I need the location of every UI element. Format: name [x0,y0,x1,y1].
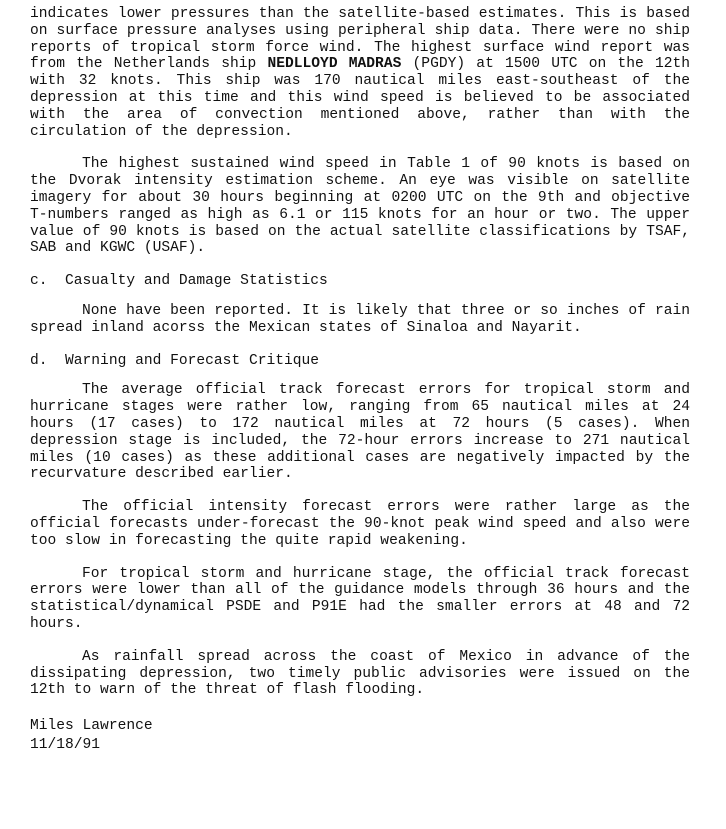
paragraph-wind-speed: The highest sustained wind speed in Table 1 of 90 knots is based on the Dvorak intensity estimation scheme. An eye was visible on satellite imagery for about 30 hours beginning at 0200 UTC on the 9th and objective T-numbers ranged as high as 6.1 or 115 knots for an hour or two. The upper value of 90 knots is based on the actual satellite classifications by TSAF, SAB and KGWC (USAF). [30,156,690,257]
document-page [30,6,690,755]
author-name: Miles Lawrence [30,718,153,735]
document-date: 11/18/91 [30,737,101,754]
paragraph-casualty: None have been reported. It is likely that three or so inches of rain spread inland acorss the Mexican states of Sinaloa and Nayarit. [30,302,690,336]
paragraph-advisories: As rainfall spread across the coast of Mexico in advance of the dissipating depression, two timely public advisories were issued on the 12th to warn of the threat of flash flooding. [30,648,690,699]
paragraph-intensity-errors: The official intensity forecast errors were rather large as the official forecasts under-forecast the 90-knot peak wind speed and also were too slow in forecasting the quite rapid weakening. [30,499,690,549]
section-heading-casualty: c. Casualty and Damage Statistics [30,273,328,290]
ship-name: NEDLLOYD MADRAS [267,56,402,73]
paragraph-guidance-models: For tropical storm and hurricane stage, the official track forecast errors were lower than all of the guidance models through 36 hours and the statistical/dynamical PSDE and P91E had the smaller errors at 48 and 72 hours. [30,565,690,632]
section-heading-forecast-critique: d. Warning and Forecast Critique [30,352,320,369]
paragraph-pressure-analysis [30,6,690,140]
paragraph-text-part1: indicates lower pressures than the satellite-based estimates. This is based on surface pressure analyses using peripheral ship data. There were no ship reports of tropical storm force wind. The highest surface wind report was from the Netherlands ship [30,6,690,73]
paragraph-track-errors: The average official track forecast errors for tropical storm and hurricane stages were rather low, ranging from 65 nautical miles at 24 hours (17 cases) to 172 nautical miles at 72 hours (5 cases). When depression stage is included, the 72-hour errors increase to 271 nautical miles (10 cases) as these additional cases are negatively impacted by the recurvature described earlier. [30,382,690,483]
paragraph-text-part2: (PGDY) at 1500 UTC on the 12th with 32 knots. This ship was 170 nautical miles east-southeast of the depression at this time and this wind speed is believed to be associated with the area of convection mentioned above, rather than with the circulation of the depression. [30,56,690,140]
signature-block [30,717,690,755]
